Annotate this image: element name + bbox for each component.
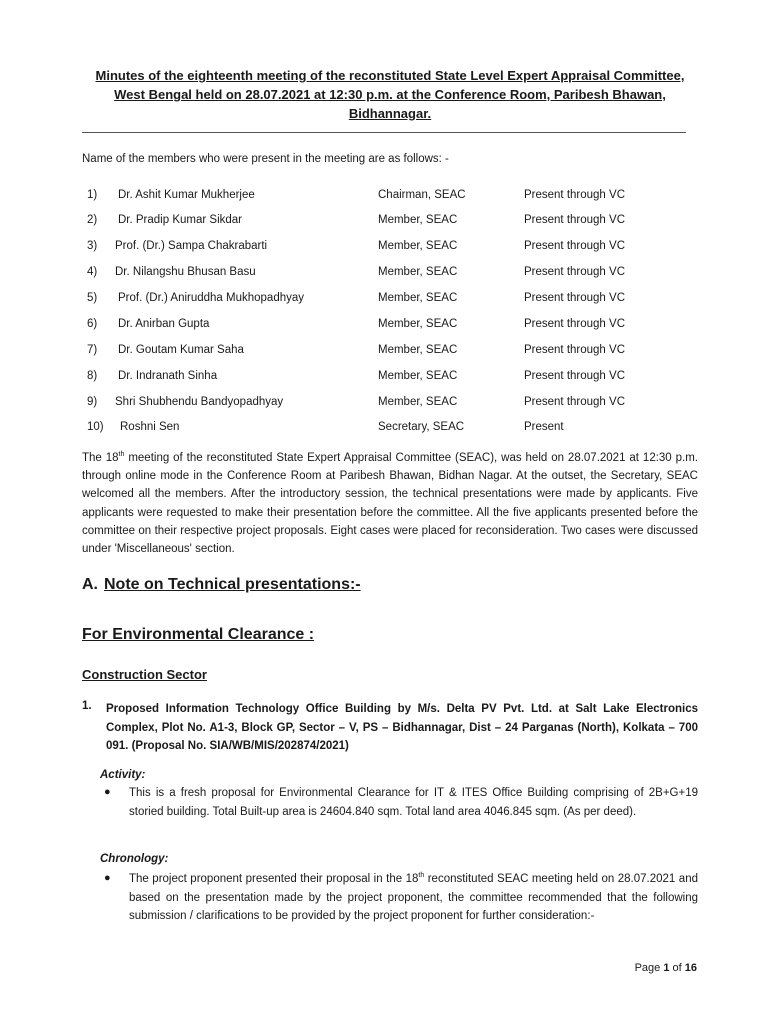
member-row bbox=[82, 318, 702, 334]
member-status: Present through VC bbox=[524, 266, 626, 278]
bullet-icon: ● bbox=[104, 786, 111, 798]
page-number: Page 1 of 16 bbox=[634, 962, 697, 974]
member-number: 9) bbox=[87, 396, 98, 408]
member-row bbox=[82, 421, 702, 437]
bullet-icon: ● bbox=[104, 872, 111, 884]
member-role: Secretary, SEAC bbox=[378, 421, 465, 433]
member-row bbox=[82, 370, 702, 386]
member-number: 1) bbox=[87, 189, 98, 201]
member-role: Chairman, SEAC bbox=[378, 189, 466, 201]
section-title: Note on Technical presentations:- bbox=[104, 576, 361, 593]
item-number: 1. bbox=[82, 700, 92, 712]
member-status: Present through VC bbox=[524, 292, 626, 304]
meeting-summary: The 18th meeting of the reconstituted State Expert Appraisal Committee (SEAC), was held on 28.07.2021 at 12:30 p.m. through online mode in the Conference Room at Paribesh Bhawan, Bidhan Nagar. At the outset, the Secretary, SEAC welcomed all the members. After the introductory session, the technical presentations were made by applicants. Five applicants were requested to make their presentation before the committee. All the five applicants presented before the committee on their respective project proposals. Eight cases were placed for reconsideration. Two cases were discussed under 'Miscellaneous' section. bbox=[82, 451, 698, 556]
member-status: Present through VC bbox=[524, 318, 626, 330]
chronology-heading: Chronology: bbox=[100, 853, 169, 865]
env-clearance-heading: For Environmental Clearance : bbox=[82, 626, 315, 643]
member-role: Member, SEAC bbox=[378, 370, 458, 382]
chronology-text: The project proponent presented their proposal in the 18th reconstituted SEAC meeting held on 28.07.2021 and based on the presentation made by the project proponent, the committee recommended that the following submission / clarifications to be provided by the project proponent for further consideration:- bbox=[129, 872, 698, 922]
member-status: Present through VC bbox=[524, 240, 626, 252]
member-role: Member, SEAC bbox=[378, 396, 458, 408]
member-name: Dr. Anirban Gupta bbox=[118, 318, 210, 330]
member-name: Shri Shubhendu Bandyopadhyay bbox=[115, 396, 284, 408]
member-row bbox=[82, 344, 702, 360]
member-status: Present through VC bbox=[524, 370, 626, 382]
member-status: Present bbox=[524, 421, 564, 433]
member-role: Member, SEAC bbox=[378, 318, 458, 330]
member-name: Dr. Ashit Kumar Mukherjee bbox=[118, 189, 255, 201]
member-number: 6) bbox=[87, 318, 98, 330]
member-name: Dr. Pradip Kumar Sikdar bbox=[118, 214, 242, 226]
member-role: Member, SEAC bbox=[378, 214, 458, 226]
member-role: Member, SEAC bbox=[378, 292, 458, 304]
member-row bbox=[82, 240, 702, 256]
member-number: 7) bbox=[87, 344, 98, 356]
activity-heading: Activity: bbox=[100, 769, 146, 781]
sector-heading: Construction Sector bbox=[82, 667, 207, 682]
title-divider bbox=[82, 132, 686, 133]
member-name: Dr. Indranath Sinha bbox=[118, 370, 218, 382]
member-number: 3) bbox=[87, 240, 98, 252]
member-number: 8) bbox=[87, 370, 98, 382]
member-name: Dr. Nilangshu Bhusan Basu bbox=[115, 266, 256, 278]
member-row bbox=[82, 266, 702, 282]
member-row bbox=[82, 396, 702, 412]
member-name: Dr. Goutam Kumar Saha bbox=[118, 344, 244, 356]
member-status: Present through VC bbox=[524, 396, 626, 408]
member-name: Prof. (Dr.) Aniruddha Mukhopadhyay bbox=[118, 292, 305, 304]
section-letter: A. bbox=[82, 576, 98, 593]
member-role: Member, SEAC bbox=[378, 266, 458, 278]
activity-text: This is a fresh proposal for Environmental Clearance for IT & ITES Office Building comprising of 2B+G+19 storied building. Total Built-up area is 24604.840 sqm. Total land area 4046.845 sqm. (As per deed). bbox=[129, 787, 698, 818]
page-title: Minutes of the eighteenth meeting of the reconstituted State Level Expert Appraisal Committee, West Bengal held on 28.07.2021 at 12:30 p.m. at the Conference Room, Paribesh Bhawan, Bidhannagar. bbox=[95, 68, 685, 121]
member-number: 5) bbox=[87, 292, 98, 304]
member-status: Present through VC bbox=[524, 189, 626, 201]
member-role: Member, SEAC bbox=[378, 240, 458, 252]
member-row bbox=[82, 292, 702, 308]
member-status: Present through VC bbox=[524, 344, 626, 356]
member-number: 4) bbox=[87, 266, 98, 278]
member-name: Prof. (Dr.) Sampa Chakrabarti bbox=[115, 240, 268, 252]
member-name: Roshni Sen bbox=[120, 421, 180, 433]
member-number: 2) bbox=[87, 214, 98, 226]
section-a-heading bbox=[82, 576, 361, 594]
member-number: 10) bbox=[87, 421, 104, 433]
member-status: Present through VC bbox=[524, 214, 626, 226]
members-intro: Name of the members who were present in the meeting are as follows: - bbox=[82, 153, 449, 165]
member-role: Member, SEAC bbox=[378, 344, 458, 356]
member-row bbox=[82, 214, 702, 230]
item-title: Proposed Information Technology Office Building by M/s. Delta PV Pvt. Ltd. at Salt Lake Electronics Complex, Plot No. A1-3, Block GP, Sector – V, PS – Bidhannagar, Dist – 24 Parganas (North), Kolkata – 700 091. (Proposal No. SIA/WB/MIS/202874/2021) bbox=[106, 703, 698, 752]
member-row bbox=[82, 189, 702, 205]
